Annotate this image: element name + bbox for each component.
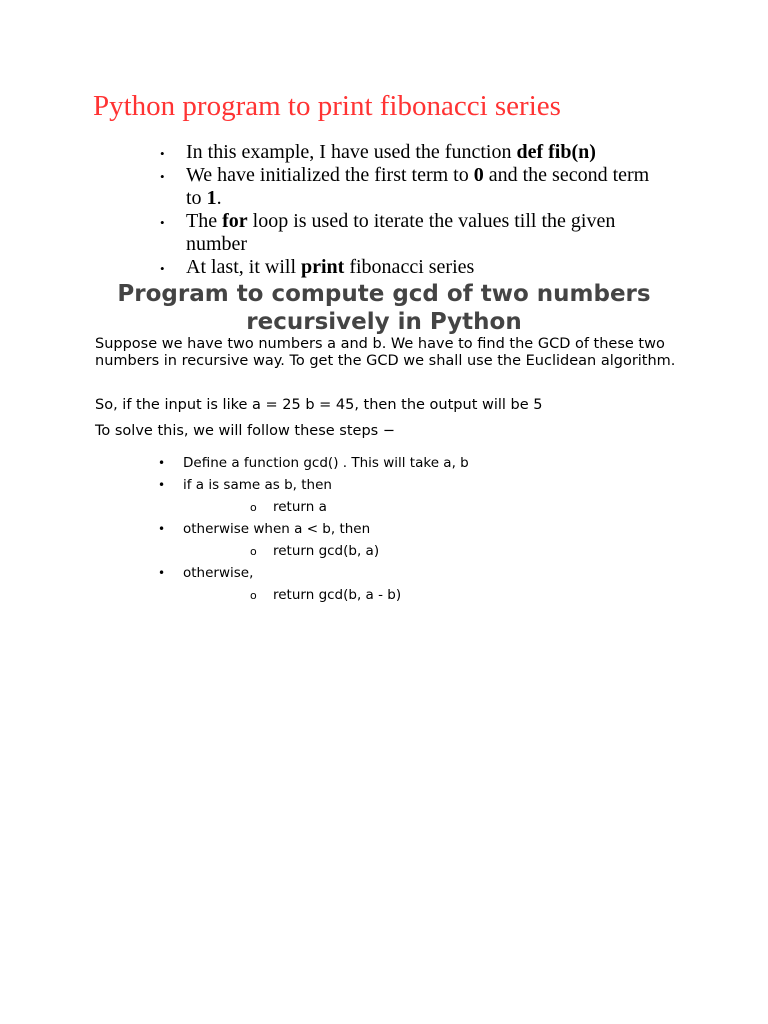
fibonacci-bullet-list <box>160 141 650 279</box>
item-text: At last, it will <box>186 256 301 278</box>
item-text: and the second term to <box>186 164 650 209</box>
step-text: Define a function gcd() . This will take a, b <box>183 455 469 471</box>
item-text: In this example, I have used the function <box>186 141 517 163</box>
item-text: The <box>186 210 223 232</box>
step-text: return a <box>273 499 327 515</box>
list-item <box>160 164 650 210</box>
step-text: return gcd(b, a - b) <box>273 587 402 603</box>
step-text: if a is same as b, then <box>183 477 332 493</box>
bullet-marker: • <box>158 478 166 492</box>
gcd-heading: Program to compute gcd of two numbers recursively in Python <box>117 281 651 335</box>
step-item <box>158 452 469 474</box>
bullet-marker: • <box>158 456 166 470</box>
step-item <box>158 518 469 540</box>
gcd-steps-list <box>158 452 469 606</box>
item-text: . <box>216 187 222 209</box>
step-text: otherwise, <box>183 565 254 581</box>
gcd-steps-intro: To solve this, we will follow these steps − <box>95 423 395 439</box>
page-title: Python program to print fibonacci series <box>93 90 561 122</box>
bullet-marker: • <box>160 261 165 276</box>
sub-bullet-marker: o <box>250 589 257 602</box>
bullet-marker: • <box>160 169 165 184</box>
sub-bullet-marker: o <box>250 501 257 514</box>
gcd-description: Suppose we have two numbers a and b. We have to find the GCD of these two numbers in recursive way. To get the GCD we shall use the Euclidean algorithm. <box>95 336 676 369</box>
bullet-marker: • <box>160 146 165 161</box>
code-term: 1 <box>206 187 217 209</box>
bullet-marker: • <box>158 566 166 580</box>
list-item <box>160 141 650 164</box>
code-term: for <box>222 210 248 232</box>
list-item <box>160 210 650 256</box>
sub-step-item <box>158 540 469 562</box>
sub-step-item <box>158 584 469 606</box>
list-item <box>160 256 650 279</box>
sub-step-item <box>158 496 469 518</box>
step-item <box>158 562 469 584</box>
gcd-example: So, if the input is like a = 25 b = 45, then the output will be 5 <box>95 397 543 413</box>
code-term: print <box>301 256 345 278</box>
bullet-marker: • <box>160 215 165 230</box>
item-text: fibonacci series <box>344 256 475 278</box>
sub-bullet-marker: o <box>250 545 257 558</box>
code-term: 0 <box>473 164 484 186</box>
step-text: return gcd(b, a) <box>273 543 380 559</box>
bullet-marker: • <box>158 522 166 536</box>
code-term: def fib(n) <box>516 141 596 163</box>
item-text: We have initialized the first term to <box>186 164 474 186</box>
step-item <box>158 474 469 496</box>
item-text: loop is used to iterate the values till the given number <box>186 210 616 255</box>
step-text: otherwise when a < b, then <box>183 521 371 537</box>
